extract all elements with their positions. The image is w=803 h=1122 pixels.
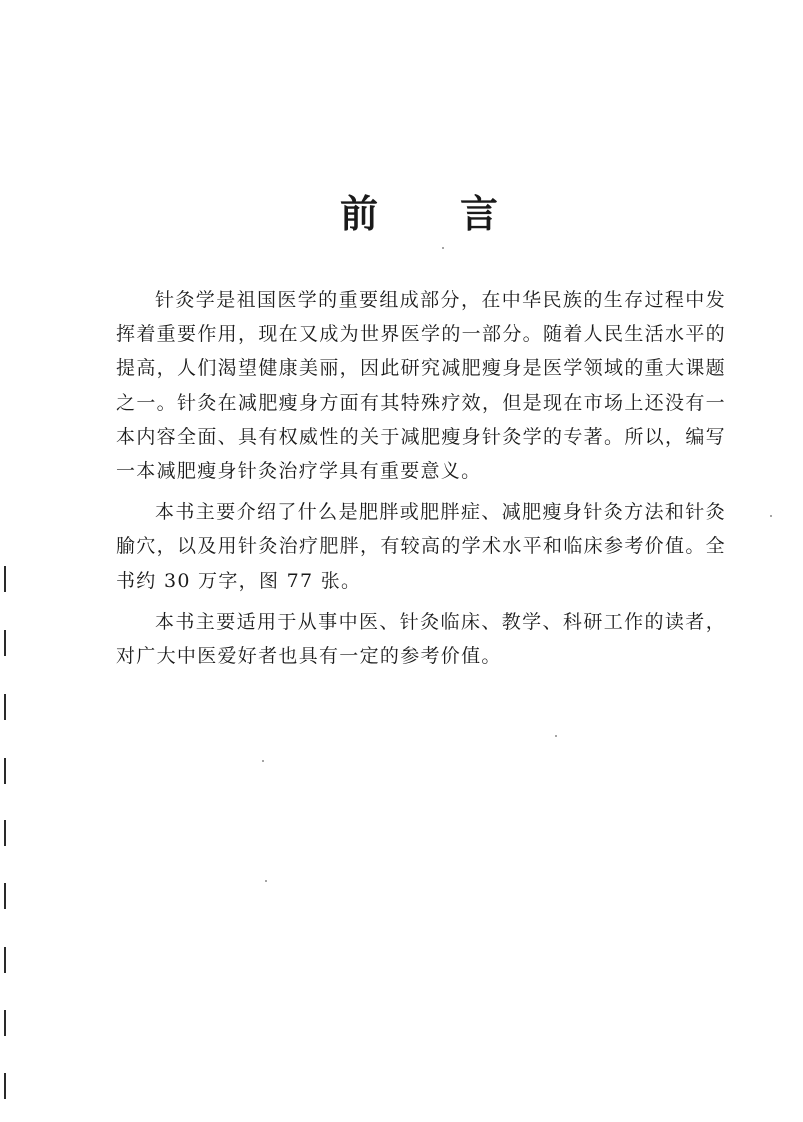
scan-margin-mark: [4, 694, 6, 720]
scan-margin-mark: [4, 1073, 6, 1099]
scan-margin-mark: [4, 1010, 6, 1036]
scan-margin-mark: [4, 758, 6, 784]
scan-margin-mark: [4, 883, 6, 909]
scan-speck: [262, 760, 264, 762]
scan-margin-mark: [4, 630, 6, 656]
title-char-1: 前: [340, 191, 379, 236]
scan-speck: [555, 735, 557, 737]
scan-speck: [442, 247, 444, 249]
page-title: [0, 184, 803, 244]
scan-margin-mark: [4, 566, 6, 592]
scan-margin-mark: [4, 947, 6, 973]
paragraph-2: 本书主要介绍了什么是肥胖或肥胖症、减肥瘦身针灸方法和针灸腧穴，以及用针灸治疗肥胖，有较高的学术水平和临床参考价值。全书约 30 万字，图 77 张。: [116, 501, 726, 592]
scan-speck: [265, 880, 267, 882]
preface-body: [116, 283, 726, 680]
paragraph-1: 针灸学是祖国医学的重要组成部分，在中华民族的生存过程中发挥着重要作用，现在又成为世界医学的一部分。随着人民生活水平的提高，人们渴望健康美丽，因此研究减肥瘦身是医学领域的重大课题之一。针灸在减肥瘦身方面有其特殊疗效，但是现在市场上还没有一本内容全面、具有权威性的关于减肥瘦身针灸学的专著。所以，编写一本减肥瘦身针灸治疗学具有重要意义。: [116, 289, 726, 483]
title-char-2: 言: [460, 191, 499, 236]
scan-margin-mark: [4, 820, 6, 846]
paragraph-3: 本书主要适用于从事中医、针灸临床、教学、科研工作的读者，对广大中医爱好者也具有一定的参考价值。: [116, 610, 726, 668]
scan-speck: [770, 515, 772, 517]
